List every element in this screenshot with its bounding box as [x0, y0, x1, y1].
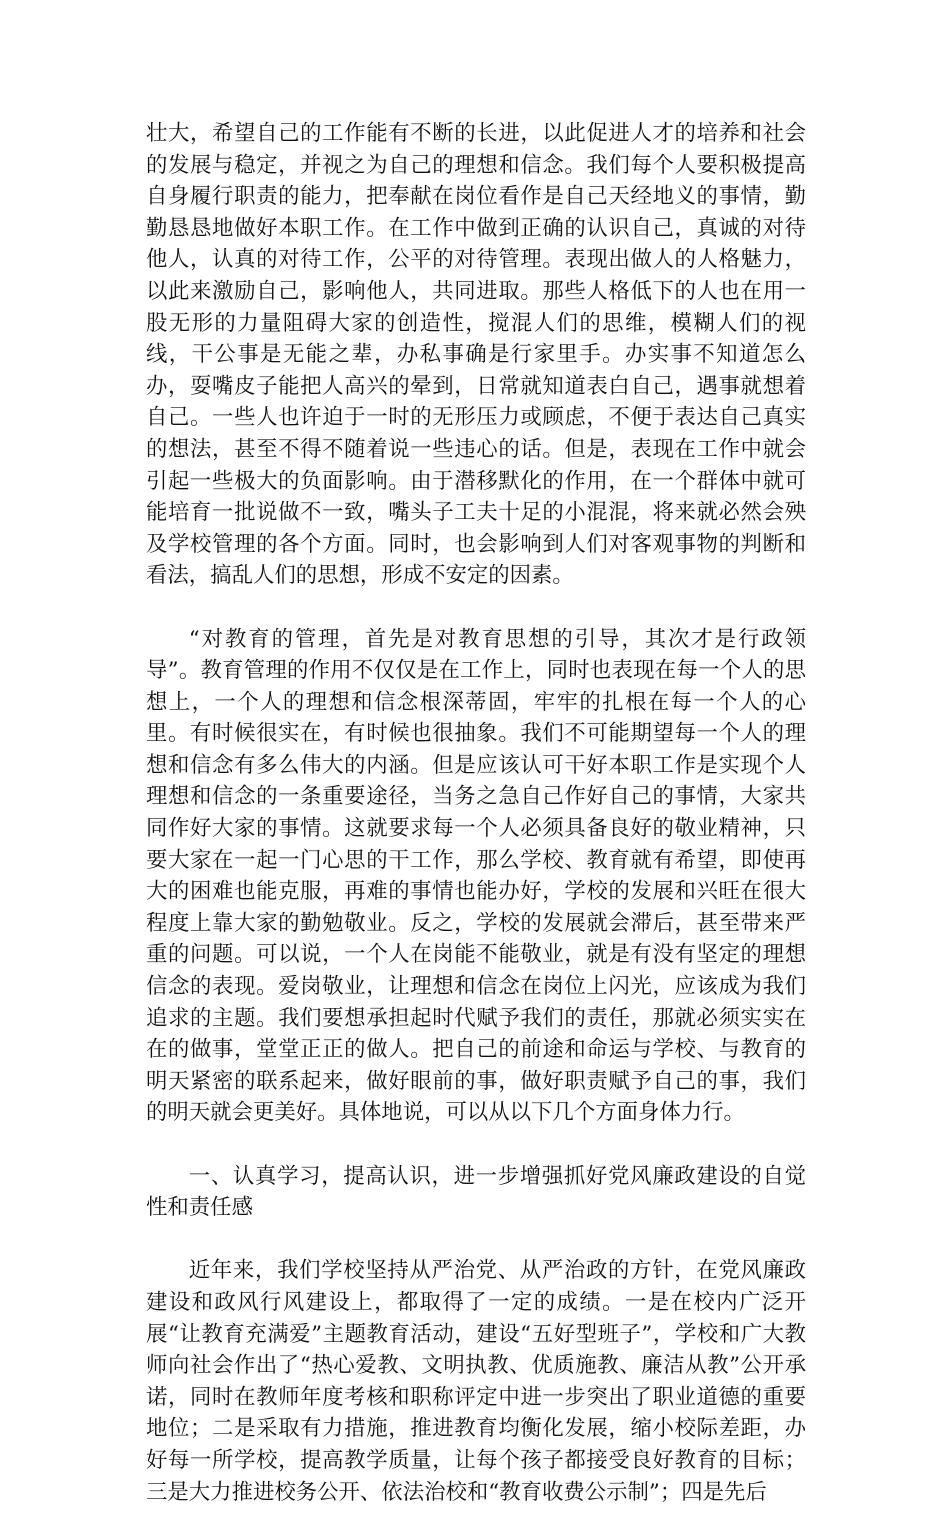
section-heading-1: 一、认真学习，提高认识，进一步增强抓好党风廉政建设的自觉性和责任感	[146, 1163, 806, 1221]
paragraph-recent-years: 近年来，我们学校坚持从严治党、从严治政的方针，在党风廉政建设和政风行风建设上，都取得了一定的成绩。一是在校内广泛开展“让教育充满爱”主题教育活动，建设“五好型班子”，学校和广大教师向社会作出了“热心爱教、文明执教、优质施教、廉洁从教”公开承诺，同时在教师年度考核和职称评定中进一步突出了职业道德的重要地位；二是采取有力措施，推进教育均衡化发展，缩小校际差距，办好每一所学校，提高教学质量，让每个孩子都接受良好教育的目标；三是大力推进校务公开、依法治校和“教育收费公示制”；四是先后	[146, 1258, 806, 1505]
document-page	[146, 118, 806, 1540]
paragraph-continuation: 壮大，希望自己的工作能有不断的长进，以此促进人才的培养和社会的发展与稳定，并视之为自己的理想和信念。我们每个人要积极提高自身履行职责的能力，把奉献在岗位看作是自己天经地义的事情，勤勤恳恳地做好本职工作。在工作中做到正确的认识自己，真诚的对待他人，认真的对待工作，公平的对待管理。表现出做人的人格魅力，以此来激励自己，影响他人，共同进取。那些人格低下的人也在用一股无形的力量阻碍大家的创造性，搅混人们的思维，模糊人们的视线，干公事是无能之辈，办私事确是行家里手。办实事不知道怎么办，耍嘴皮子能把人高兴的晕到，日常就知道表白自己，遇事就想着自己。一些人也许迫于一时的无形压力或顾虑，不便于表达自己真实的想法，甚至不得不随着说一些违心的话。但是，表现在工作中就会引起一些极大的负面影响。由于潜移默化的作用，在一个群体中就可能培育一批说做不一致，嘴头子工夫十足的小混混，将来就必然会殃及学校管理的各个方面。同时，也会影响到人们对客观事物的判断和看法，搞乱人们的思想，形成不安定的因素。	[146, 121, 806, 589]
paragraph-education-management: “对教育的管理，首先是对教育思想的引导，其次才是行政领导”。教育管理的作用不仅仅是在工作上，同时也表现在每一个人的思想上，一个人的理想和信念根深蒂固，牢牢的扎根在每一个人的心里。有时候很实在，有时候也很抽象。我们不可能期望每一个人的理想和信念有多么伟大的内涵。但是应该认可干好本职工作是实现个人理想和信念的一条重要途径，当务之急自己作好自己的事情，大家共同作好大家的事情。这就要求每一个人必须具备良好的敬业精神，只要大家在一起一门心思的干工作，那么学校、教育就有希望，即使再大的困难也能克服，再难的事情也能办好，学校的发展和兴旺在很大程度上靠大家的勤勉敬业。反之，学校的发展就会滞后，甚至带来严重的问题。可以说，一个人在岗能不能敬业，就是有没有坚定的理想信念的表现。爱岗敬业，让理想和信念在岗位上闪光，应该成为我们追求的主题。我们要想承担起时代赋予我们的责任，那就必须实实在在的做事，堂堂正正的做人。把自己的前途和命运与学校、与教育的明天紧密的联系起来，做好眼前的事，做好职责赋予自己的事，我们的明天就会更美好。具体地说，可以从以下几个方面身体力行。	[146, 626, 806, 1126]
